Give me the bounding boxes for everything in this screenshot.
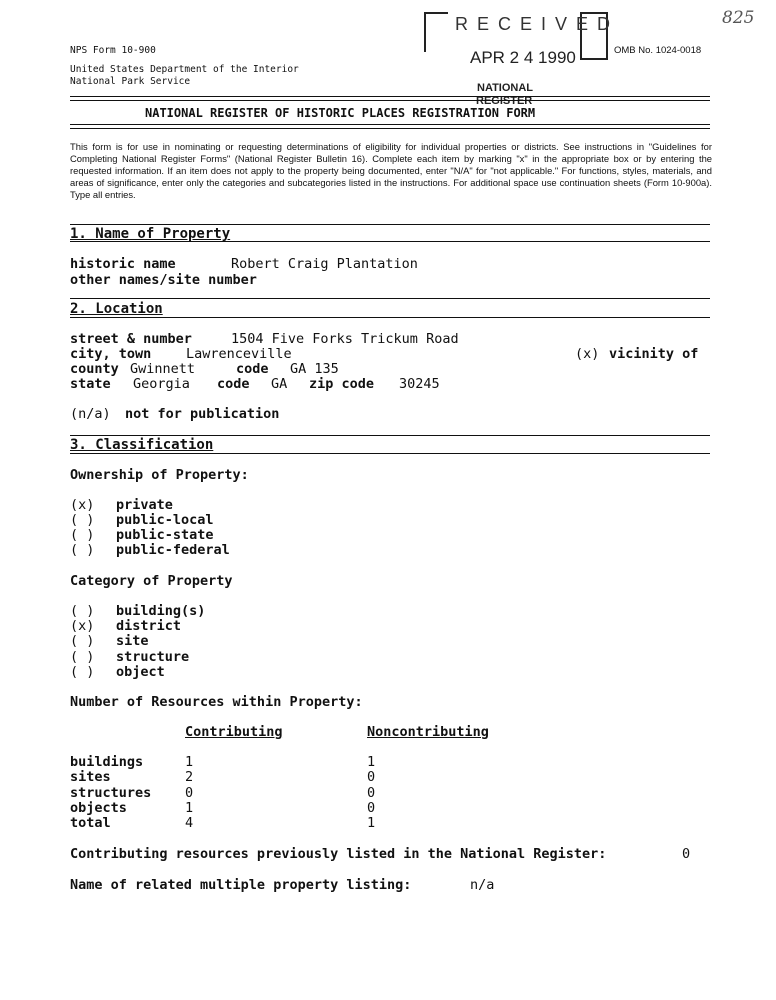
multiple-listing-value: n/a xyxy=(470,877,495,893)
title-rule-top-2 xyxy=(70,100,710,101)
state-code-value: GA xyxy=(271,376,288,392)
publication-label: not for publication xyxy=(125,406,280,422)
ownership-mark-public-federal: ( ) xyxy=(70,542,95,558)
historic-name-value: Robert Craig Plantation xyxy=(231,256,418,272)
category-label-site: site xyxy=(116,633,149,649)
resources-row-label: total xyxy=(70,815,111,831)
section-3-rule-bottom xyxy=(70,453,710,454)
stamp-date: APR 2 4 1990 xyxy=(470,48,576,67)
section-1-rule xyxy=(70,224,710,225)
ownership-mark-public-state: ( ) xyxy=(70,527,95,543)
resources-row-noncontributing: 0 xyxy=(367,785,376,801)
category-label-buildings: building(s) xyxy=(116,603,206,619)
omb-number: OMB No. 1024-0018 xyxy=(614,45,702,56)
resources-row-contributing: 2 xyxy=(185,769,194,785)
previously-listed-value: 0 xyxy=(682,846,691,862)
section-2-title: 2. Location xyxy=(70,301,163,317)
resources-heading: Number of Resources within Property: xyxy=(70,694,363,710)
county-code-value: GA 135 xyxy=(290,361,339,377)
vicinity-mark: (x) xyxy=(575,346,600,362)
stamp-office-line-2: REGISTER xyxy=(476,95,533,107)
category-mark-buildings: ( ) xyxy=(70,603,95,619)
resources-row-label: objects xyxy=(70,800,127,816)
state-value: Georgia xyxy=(133,376,190,392)
form-title: NATIONAL REGISTER OF HISTORIC PLACES REGISTRATION FORM xyxy=(145,106,536,120)
agency-line-2: National Park Service xyxy=(70,76,191,87)
category-heading: Category of Property xyxy=(70,573,233,589)
zip-value: 30245 xyxy=(399,376,440,392)
ownership-label-public-federal: public-federal xyxy=(116,542,230,558)
county-value: Gwinnett xyxy=(130,361,196,377)
city-label: city, town xyxy=(70,346,152,362)
publication-mark: (n/a) xyxy=(70,406,111,422)
category-mark-site: ( ) xyxy=(70,633,95,649)
county-label: county xyxy=(70,361,119,377)
category-label-object: object xyxy=(116,664,165,680)
stamp-bracket-left xyxy=(424,12,448,52)
ownership-heading: Ownership of Property: xyxy=(70,467,249,483)
resources-row-noncontributing: 1 xyxy=(367,815,376,831)
category-mark-district: (x) xyxy=(70,618,95,634)
ownership-mark-private: (x) xyxy=(70,497,95,513)
state-label: state xyxy=(70,376,111,392)
resources-row-label: buildings xyxy=(70,754,144,770)
other-names-label: other names/site number xyxy=(70,272,257,288)
section-1-title: 1. Name of Property xyxy=(70,226,231,242)
section-2-rule xyxy=(70,298,710,299)
title-rule-top-1 xyxy=(70,96,710,97)
street-value: 1504 Five Forks Trickum Road xyxy=(231,331,459,347)
zip-label: zip code xyxy=(309,376,375,392)
county-code-label: code xyxy=(236,361,269,377)
noncontributing-header: Noncontributing xyxy=(367,724,489,740)
category-mark-structure: ( ) xyxy=(70,649,95,665)
stamp-office-line-1: NATIONAL xyxy=(477,82,534,94)
resources-row-contributing: 0 xyxy=(185,785,194,801)
agency-line-1: United States Department of the Interior xyxy=(70,64,299,75)
resources-row-contributing: 1 xyxy=(185,800,194,816)
title-rule-bottom-1 xyxy=(70,124,710,125)
contributing-header: Contributing xyxy=(185,724,283,740)
category-mark-object: ( ) xyxy=(70,664,95,680)
title-rule-bottom-2 xyxy=(70,128,710,129)
vicinity-label: vicinity of xyxy=(609,346,699,362)
resources-row-label: structures xyxy=(70,785,152,801)
section-3-title: 3. Classification xyxy=(70,437,214,453)
instructions-text: This form is for use in nominating or requesting determinations of eligibility for individual properties or districts. See instructions in "Guidelines for Completing National Register Forms" (National Register Bulletin 16). Complete each item by marking "x" in the appropriate box or by entering the requested information. If an item does not apply to the property being documented, enter "N/A" for "not applicable." For functions, styles, materials, and areas of significance, enter only the categories and subcategories listed in the instructions. For additional space use continuation sheets (Form 10-900a). Type all entries. xyxy=(70,141,712,200)
resources-row-noncontributing: 0 xyxy=(367,769,376,785)
category-label-district: district xyxy=(116,618,182,634)
stamp-received-text: R E C E I V E D xyxy=(455,14,613,34)
historic-name-label: historic name xyxy=(70,256,176,272)
resources-row-label: sites xyxy=(70,769,111,785)
state-code-label: code xyxy=(217,376,250,392)
section-1-rule-bottom xyxy=(70,241,710,242)
city-value: Lawrenceville xyxy=(186,346,292,362)
ownership-mark-public-local: ( ) xyxy=(70,512,95,528)
category-label-structure: structure xyxy=(116,649,190,665)
handwritten-note: 825 xyxy=(722,8,755,28)
section-2-rule-bottom xyxy=(70,317,710,318)
ownership-label-private: private xyxy=(116,497,173,513)
form-number: NPS Form 10-900 xyxy=(70,45,156,56)
section-3-rule xyxy=(70,435,710,436)
previously-listed-label: Contributing resources previously listed in the National Register: xyxy=(70,846,607,862)
multiple-listing-label: Name of related multiple property listing: xyxy=(70,877,412,893)
street-label: street & number xyxy=(70,331,192,347)
resources-row-noncontributing: 1 xyxy=(367,754,376,770)
ownership-label-public-local: public-local xyxy=(116,512,214,528)
resources-row-noncontributing: 0 xyxy=(367,800,376,816)
ownership-label-public-state: public-state xyxy=(116,527,214,543)
resources-row-contributing: 1 xyxy=(185,754,194,770)
resources-row-contributing: 4 xyxy=(185,815,194,831)
